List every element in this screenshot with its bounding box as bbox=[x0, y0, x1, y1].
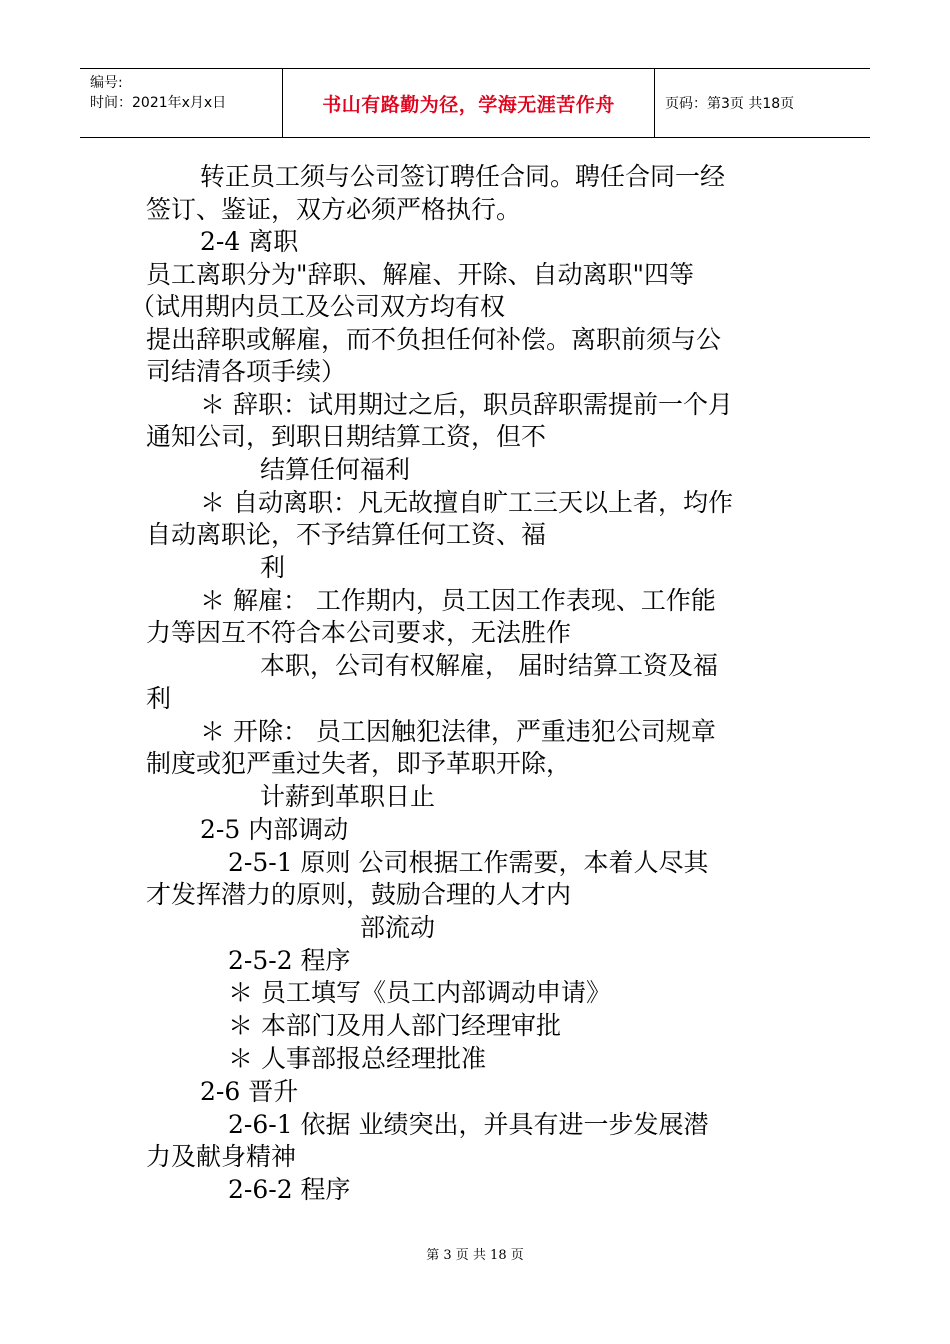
body-line: 通知公司，到职日期结算工资，但不 bbox=[146, 422, 547, 451]
header-page-info: 页码：第3页 共18页 bbox=[665, 96, 795, 112]
body-line: 利 bbox=[260, 553, 286, 582]
subsection-heading: 2-5-2 程序 bbox=[228, 946, 351, 975]
body-line: 结算任何福利 bbox=[260, 455, 411, 484]
header-motto: 书山有路勤为径，学海无涯苦作舟 bbox=[283, 69, 655, 137]
list-item: ＊ 人事部报总经理批准 bbox=[228, 1044, 486, 1073]
body-line: 力等因互不符合本公司要求，无法胜作 bbox=[146, 618, 572, 647]
body-line: 自动离职论，不予结算任何工资、福 bbox=[146, 520, 547, 549]
body-line: 2-6-1 依据 业绩突出，并具有进一步发展潜 bbox=[228, 1110, 709, 1139]
body-line: 才发挥潜力的原则，鼓励合理的人才内 bbox=[146, 880, 572, 909]
section-heading: 2-6 晋升 bbox=[200, 1077, 299, 1106]
list-item: ＊ 辞职：试用期过之后，职员辞职需提前一个月 bbox=[200, 390, 733, 419]
list-item: ＊ 解雇： 工作期内，员工因工作表现、工作能 bbox=[200, 586, 716, 615]
list-item: ＊ 本部门及用人部门经理审批 bbox=[228, 1011, 561, 1040]
document-number-label: 编号: bbox=[90, 75, 123, 91]
body-line: （试用期内员工及公司双方均有权 bbox=[130, 292, 506, 321]
body-line: 计薪到革职日止 bbox=[260, 782, 436, 811]
body-line: 利 bbox=[146, 684, 172, 713]
body-line: 司结清各项手续） bbox=[146, 357, 347, 386]
body-line: 制度或犯严重过失者，即予革职开除， bbox=[146, 749, 572, 778]
header-meta bbox=[80, 69, 283, 137]
section-heading: 2-5 内部调动 bbox=[200, 815, 349, 844]
body-line: 转正员工须与公司签订聘任合同。聘任合同一经 bbox=[200, 162, 726, 191]
document-time: 时间：2021年x月x日 bbox=[90, 95, 227, 111]
list-item: ＊ 开除： 员工因触犯法律，严重违犯公司规章 bbox=[200, 717, 716, 746]
list-item: ＊ 自动离职：凡无故擅自旷工三天以上者，均作 bbox=[200, 488, 733, 517]
body-line: 员工离职分为"辞职、解雇、开除、自动离职"四等 bbox=[146, 260, 694, 289]
body-line: 2-5-1 原则 公司根据工作需要，本着人尽其 bbox=[228, 848, 709, 877]
subsection-heading: 2-6-2 程序 bbox=[228, 1175, 351, 1204]
page-header bbox=[80, 68, 870, 138]
body-line: 本职，公司有权解雇， 届时结算工资及福 bbox=[260, 651, 718, 680]
page-footer: 第 3 页 共 18 页 bbox=[426, 1248, 524, 1263]
body-line: 部流动 bbox=[360, 913, 436, 942]
list-item: ＊ 员工填写《员工内部调动申请》 bbox=[228, 978, 611, 1007]
body-line: 力及献身精神 bbox=[146, 1142, 297, 1171]
body-line: 提出辞职或解雇，而不负担任何补偿。离职前须与公 bbox=[146, 325, 722, 354]
body-line: 签订、鉴证，双方必须严格执行。 bbox=[146, 195, 522, 224]
section-heading: 2-4 离职 bbox=[200, 227, 299, 256]
